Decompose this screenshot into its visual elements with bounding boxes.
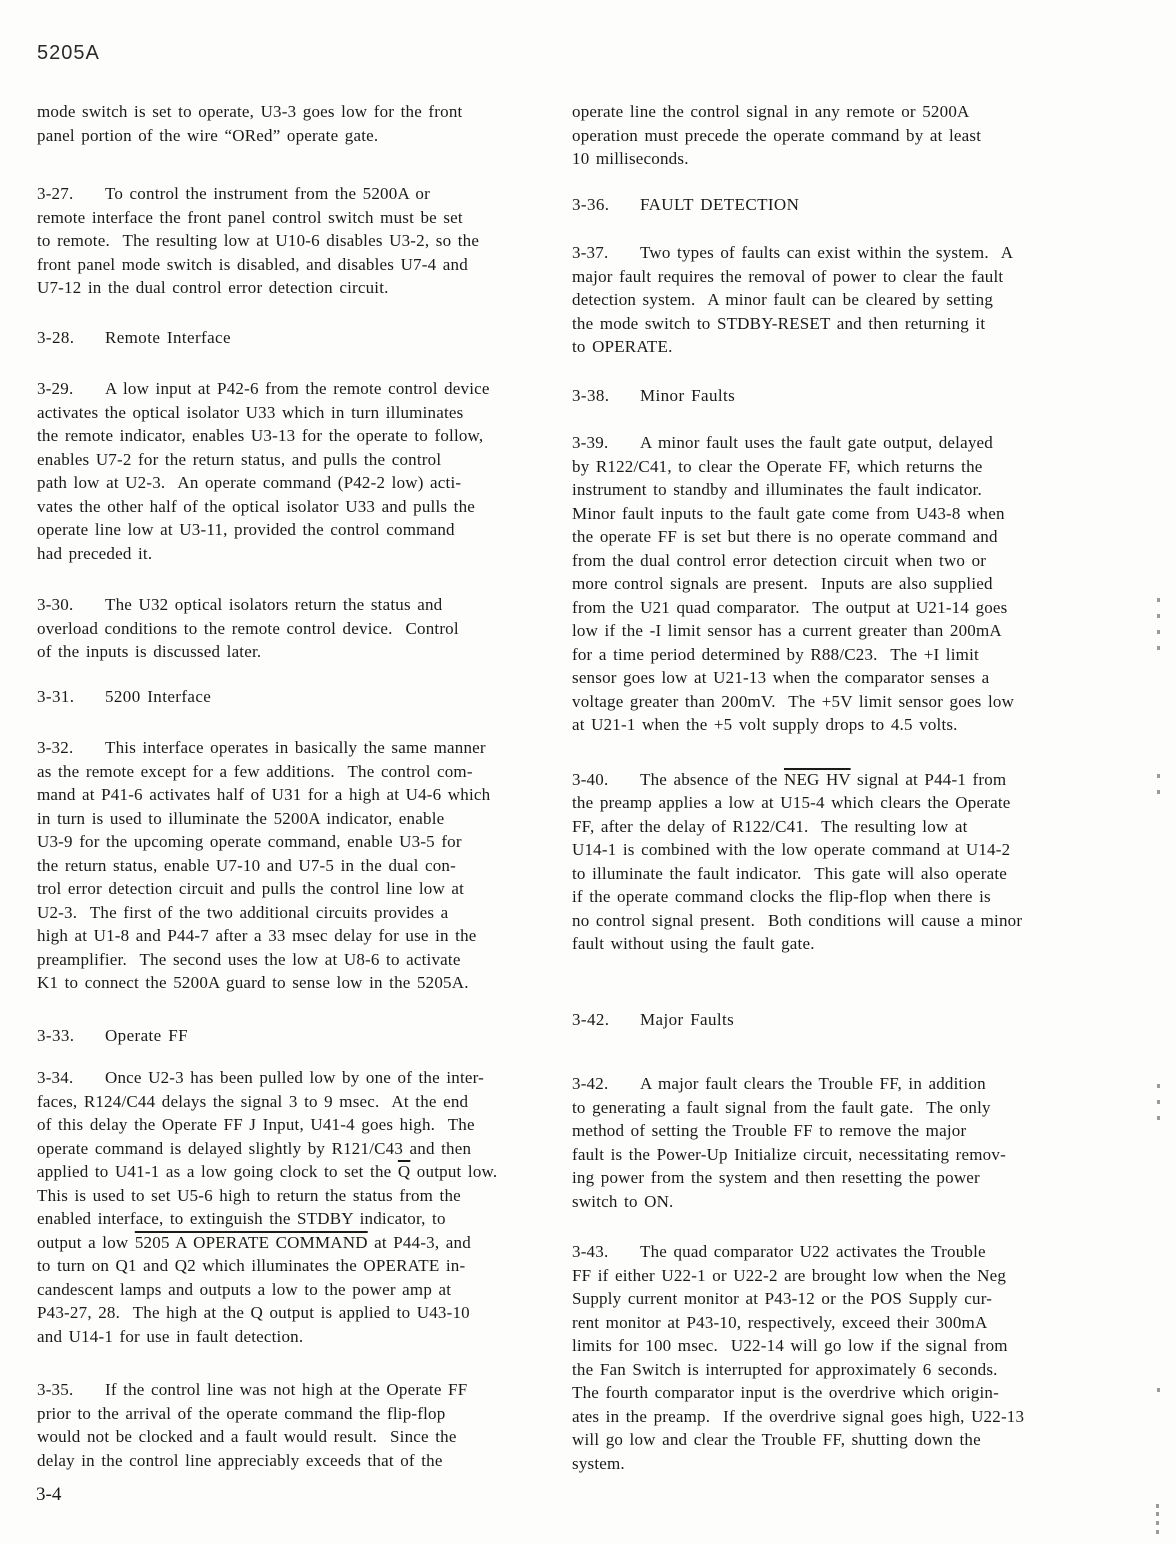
section-heading-3-28-remote-interface <box>37 326 571 350</box>
heading-text: 5200 Interface <box>105 686 212 706</box>
paragraph-text: The absence of the <box>640 769 784 789</box>
paragraph-3-34 <box>37 1066 571 1348</box>
paragraph-text: This interface operates in basically the same manner as the remote except for a few additions. The control com- mand at P41-6 activates half of U31 for a high at U4-6 which in turn is used to illuminate the 5200A indicator, enable U3-9 for the upcoming operate command, enable U3-5 for the return status, enable U7-10 and U7-5 in the dual con- trol error detection circuit and pulls the control line low at U2-3. The first of the two additional circuits provides a high at U1-8 and P44-7 after a 33 msec delay for use in the preamplifier. The second uses the low at U8-6 to activate K1 to connect the 5200A guard to sense low in the 5205A. <box>37 738 491 992</box>
paragraph-text: Once U2-3 has been pulled low by one of the inter- faces, R124/C44 delays the signal 3 to 9 msec. At the end of this delay the Operate FF J Input, U41-4 goes high. The operate command is delayed slightly by R121/C43 and then applied to U41-1 as a low going clock to set the <box>37 1068 484 1181</box>
paragraph-text: signal at P44-1 from the preamp applies a low at U15-4 which clears the Operate FF, after the delay of R122/C41. The resulting low at U14-1 is combined with the low operate command at U14-2 to illuminate the fault indicator. This gate will also operate if the operate command clocks the flip-flop when there is no control signal present. Both conditions will cause a minor fault without using the fault gate. <box>572 769 1023 953</box>
section-heading-3-42-major-faults <box>572 1008 1118 1032</box>
paragraph-text: at P44-3, and to turn on Q1 and Q2 which illuminates the OPERATE in- candescent lamps and outputs a low to the power amp at P43-27, 28. The high at the Q output is applied to U43-10 and U14-1 for use in fault detection. <box>37 1232 471 1346</box>
paragraph-text: output low. This is used to set U5-6 high to return the status from the enabled interface, to extinguish the STDBY indicator, to output a low <box>37 1162 498 1252</box>
scan-artifact <box>1157 1388 1160 1392</box>
paragraph-text: mode switch is set to operate, U3-3 goes low for the front panel portion of the wire “ORed” operate gate. <box>37 102 463 145</box>
heading-text: Remote Interface <box>105 327 231 347</box>
paragraph-number: 3-32. <box>37 738 74 757</box>
paragraph-text: A minor fault uses the fault gate output, delayed by R122/C41, to clear the Operate FF, which returns the instrument to standby and illuminates the fault indicator. Minor fault inputs to the fault gate come from U43-8 when the operate FF is set but there is no operate command and from the dual control error detection circuit when two or more control signals are present. Inputs are also supplied from the U21 quad comparator. The output at U21-14 goes low if the -I limit sensor has a current greater than 200mA for a time period determined by R88/C23. The +I limit sensor goes low at U21-13 when the comparator senses a voltage greater than 200mV. The +5V limit sensor goes low at U21-1 when the +5 volt supply drops to 4.5 volts. <box>572 433 1015 734</box>
paragraph-text: operate line the control signal in any remote or 5200A operation must precede the operate command by at least 10 milliseconds. <box>572 102 982 168</box>
paragraph-number: 3-40. <box>572 769 609 789</box>
paragraph-text: A low input at P42-6 from the remote control device activates the optical isolator U33 which in turn illuminates the remote indicator, enables U3-13 for the operate to follow, enables U7-2 for the return status, and pulls the control path low at U2-3. An operate command (P42-2 low) acti- vates the other half of the optical isolator U33 and pulls the operate line low at U3-11, provided the control command had preceded it. <box>37 379 490 563</box>
paragraph-text: If the control line was not high at the Operate FF prior to the arrival of the operate command the flip-flop would not be clocked and a fault would result. Since the delay in the control line appreciably exceeds that of the <box>37 1380 468 1470</box>
paragraph-3-27 <box>37 182 571 300</box>
paragraph-number: 3-33. <box>37 1025 75 1045</box>
paragraph-3-30 <box>37 593 571 664</box>
scan-artifact <box>1157 598 1160 602</box>
column-left <box>37 100 571 1472</box>
scan-artifact <box>1157 1100 1160 1104</box>
scan-artifact <box>1157 790 1160 794</box>
paragraph-number: 3-28. <box>37 327 75 347</box>
heading-text: Operate FF <box>105 1025 188 1045</box>
paragraph-number: 3-31. <box>37 686 75 706</box>
signal-name-overline-neg-hv: NEG HV <box>783 769 851 789</box>
paragraph-3-42 <box>572 1072 1118 1213</box>
paragraph-number: 3-27. <box>37 184 74 203</box>
heading-text: Major Faults <box>640 1009 735 1029</box>
paragraph-continued-from-previous-page <box>37 100 571 147</box>
paragraph-number: 3-39. <box>572 433 609 452</box>
scan-artifact <box>1157 1116 1160 1120</box>
scan-artifact <box>1156 1521 1159 1525</box>
paragraph-number: 3-34. <box>37 1068 74 1087</box>
paragraph-3-29 <box>37 377 571 565</box>
paragraph-3-43 <box>572 1240 1118 1475</box>
paragraph-number: 3-36. <box>572 194 610 214</box>
paragraph-text: The quad comparator U22 activates the Trouble FF if either U22-1 or U22-2 are brought low when the Neg Supply current monitor at P43-12 or the POS Supply cur- rent monitor at P43-10, respectively, exceed their 300mA limits for 100 msec. U22-14 will go low if the signal from the Fan Switch is interrupted for approximately 6 seconds. The fourth comparator input is the overdrive which origin- ates in the preamp. If the overdrive signal goes high, U22-13 will go low and clear the Trouble FF, shutting down the system. <box>572 1242 1025 1473</box>
scan-artifact <box>1156 1512 1159 1516</box>
paragraph-number: 3-30. <box>37 595 74 614</box>
scan-artifact <box>1156 1530 1159 1534</box>
paragraph-number: 3-42. <box>572 1009 610 1029</box>
paragraph-text: To control the instrument from the 5200A or remote interface the front panel control switch must be set to remote. The resulting low at U10-6 disables U3-2, so the front panel mode switch is disabled, and disables U7-4 and U7-12 in the dual control error detection circuit. <box>37 184 480 297</box>
heading-text: FAULT DETECTION <box>640 194 800 214</box>
section-heading-3-31-5200-interface <box>37 685 571 709</box>
paragraph-3-37 <box>572 241 1118 359</box>
paragraph-3-39 <box>572 431 1118 737</box>
paragraph-text: Two types of faults can exist within the system. A major fault requires the removal of power to clear the fault detection system. A minor fault can be cleared by setting the mode switch to STDBY-RESET and then returning it to OPERATE. <box>572 243 1014 356</box>
scan-artifact <box>1157 1084 1160 1088</box>
section-heading-3-38-minor-faults <box>572 384 1118 408</box>
signal-name-overline-operate-command: 5205 A OPERATE COMMAND <box>134 1232 368 1252</box>
paragraph-number: 3-29. <box>37 379 74 398</box>
paragraph-text: A major fault clears the Trouble FF, in addition to generating a fault signal from the fault gate. The only method of setting the Trouble FF to remove the major fault is the Power-Up Initialize circuit, necessitating remov- ing power from the system and then resetting the power switch to ON. <box>572 1074 1006 1211</box>
manual-model-header: 5205A <box>37 42 100 64</box>
paragraph-number: 3-42. <box>572 1074 609 1093</box>
paragraph-text: The U32 optical isolators return the status and overload conditions to the remote control device. Control of the inputs is discussed later. <box>37 595 459 661</box>
paragraph-3-40 <box>572 768 1118 956</box>
section-heading-3-36-fault-detection <box>572 193 1118 217</box>
scan-artifact <box>1157 614 1160 618</box>
paragraph-number: 3-43. <box>572 1242 609 1261</box>
scan-artifact <box>1157 774 1160 778</box>
scan-artifact <box>1157 646 1160 650</box>
scan-artifact <box>1156 1504 1159 1508</box>
heading-text: Minor Faults <box>640 385 736 405</box>
paragraph-number: 3-37. <box>572 243 609 262</box>
scan-artifact <box>1157 630 1160 634</box>
page-number: 3-4 <box>36 1484 62 1505</box>
signal-name-overline-q: $\overline{Q}$ <box>397 1162 411 1181</box>
section-heading-3-33-operate-ff <box>37 1024 571 1048</box>
paragraph-number: 3-38. <box>572 385 610 405</box>
paragraph-number: 3-35. <box>37 1380 74 1399</box>
paragraph-3-32 <box>37 736 571 995</box>
column-right <box>572 100 1118 1475</box>
paragraph-continued-from-left-column <box>572 100 1118 171</box>
paragraph-3-35 <box>37 1378 571 1472</box>
